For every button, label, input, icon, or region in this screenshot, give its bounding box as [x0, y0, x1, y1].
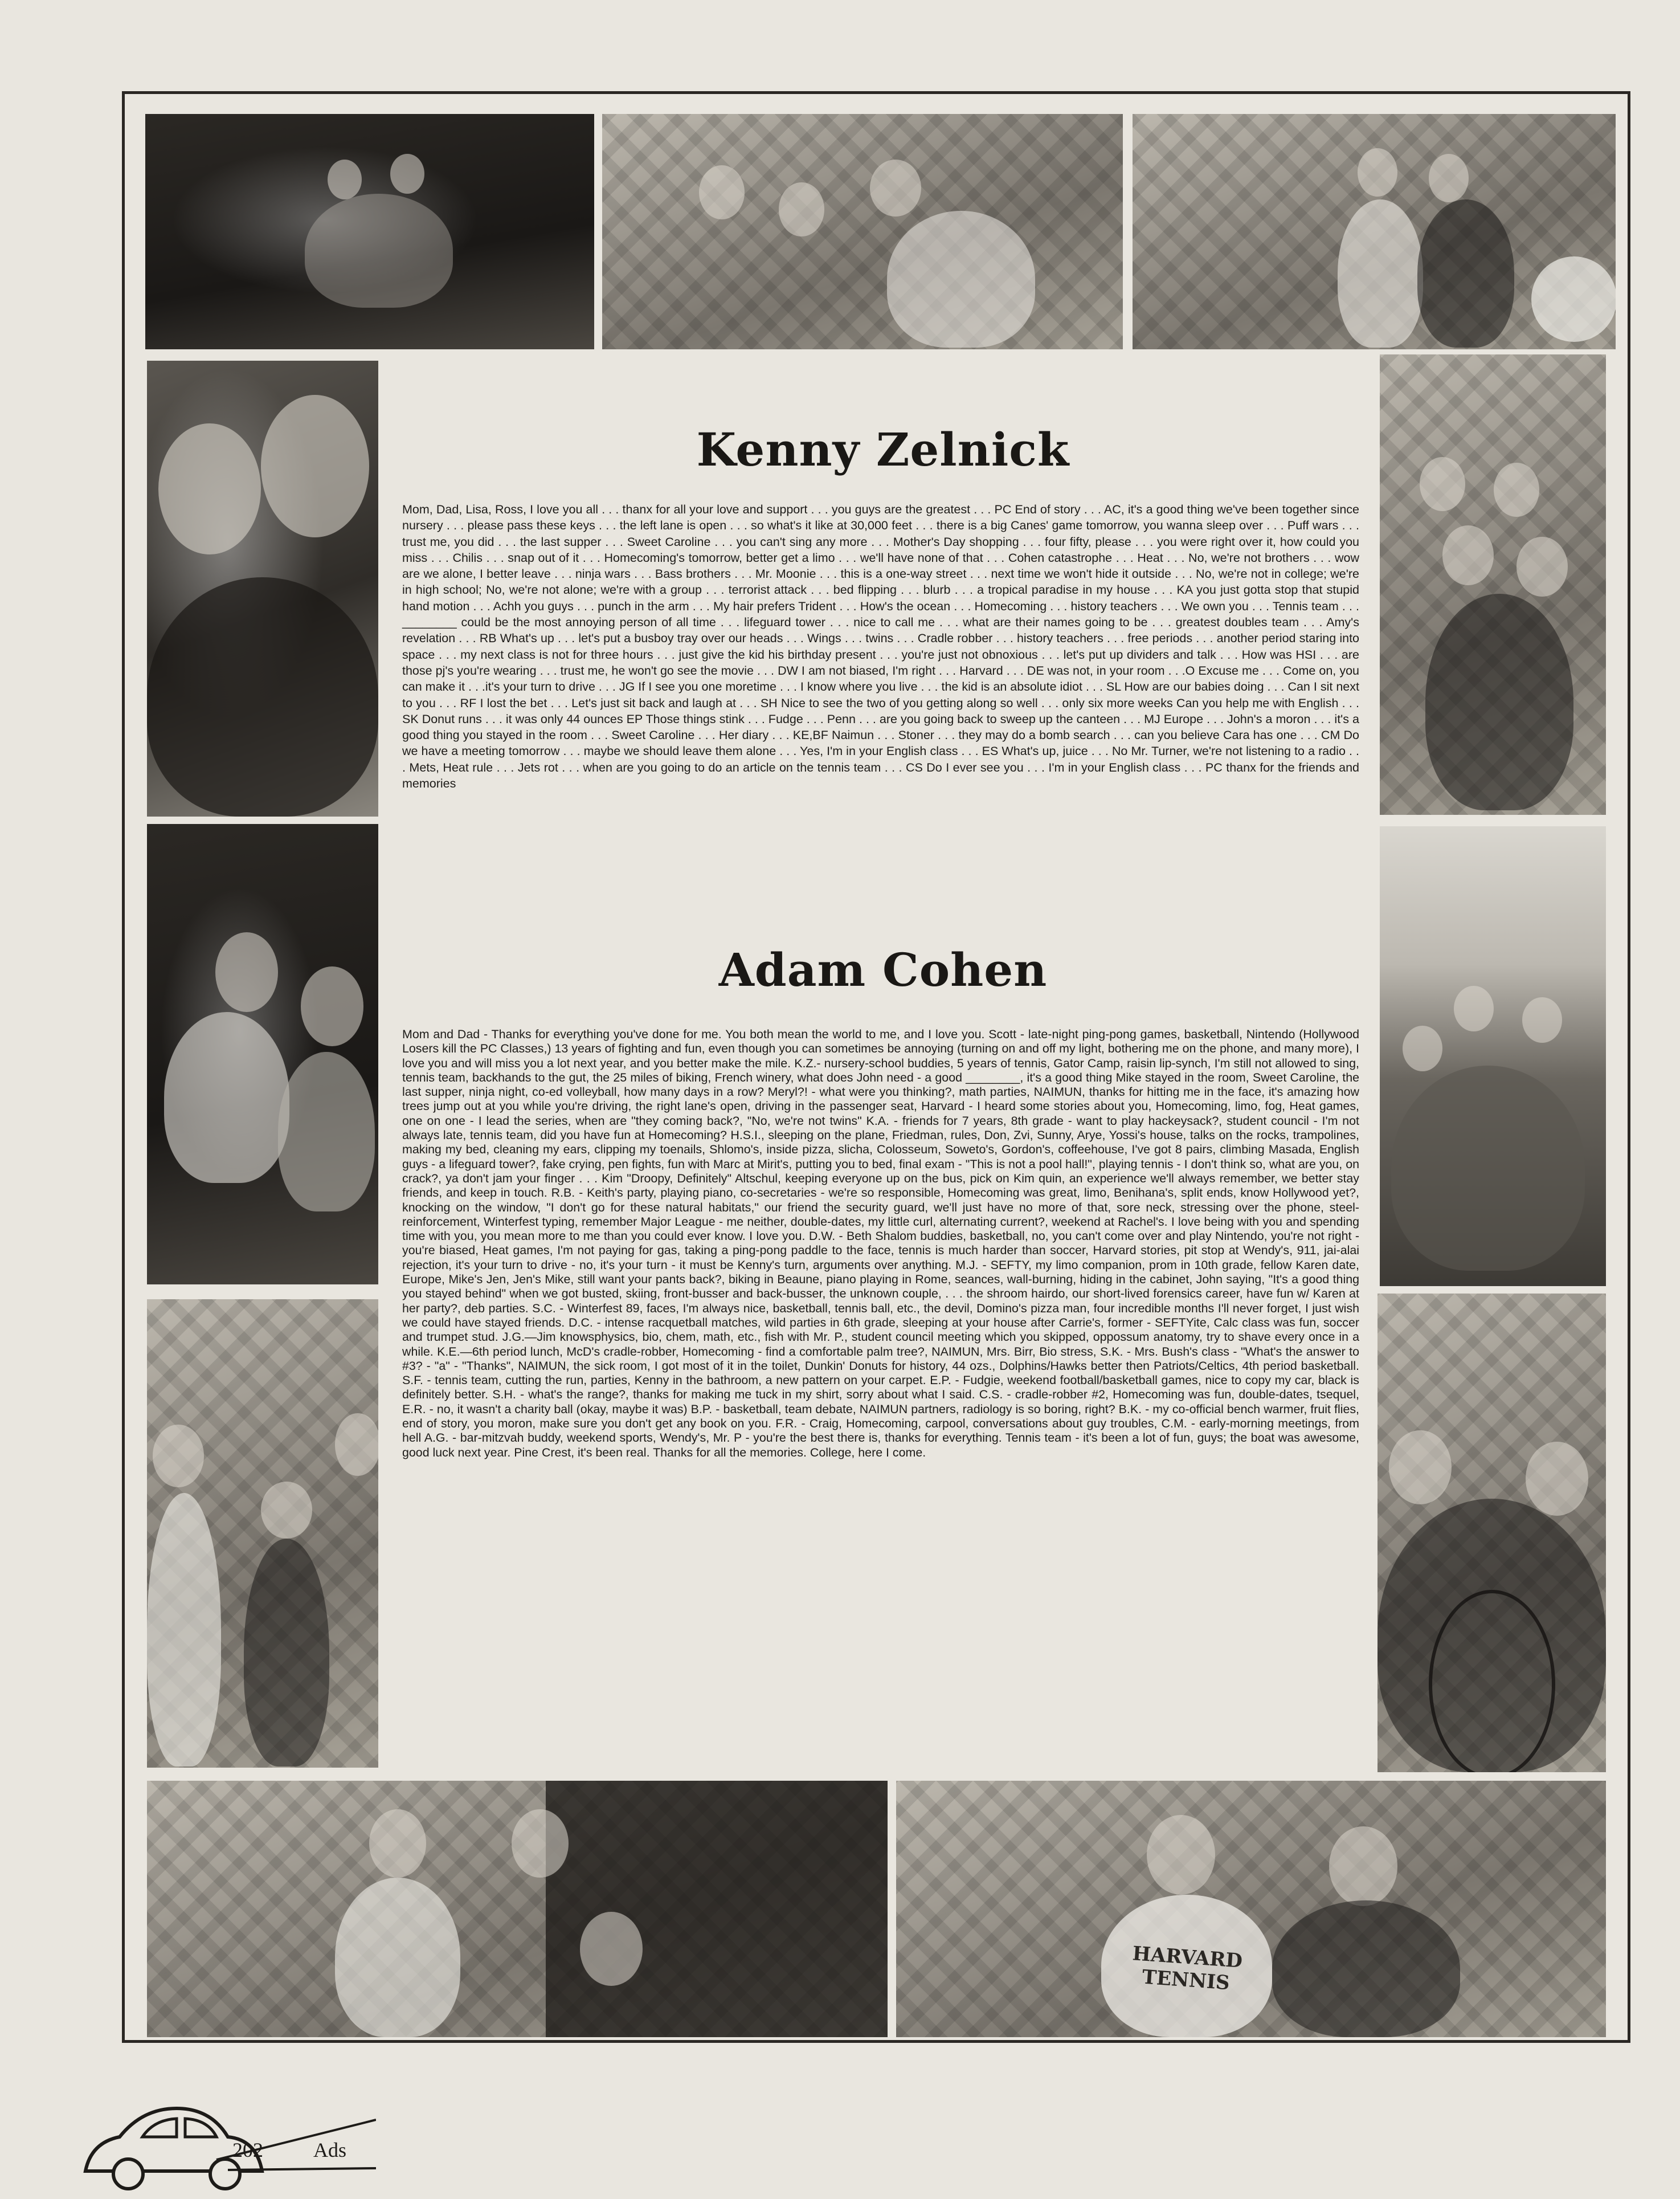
car-icon [80, 2074, 376, 2194]
photo-with-grandmother [147, 1299, 378, 1768]
page-number: 202 [232, 2139, 263, 2161]
section-label: Ads [313, 2139, 347, 2161]
section-title-adam: Adam Cohen [718, 943, 1048, 997]
photo-two-boys-tennis [1133, 114, 1616, 349]
photo-beach-group [1380, 826, 1606, 1286]
section-text-kenny: Mom, Dad, Lisa, Ross, I love you all . . . thanx for all your love and support . . . you guys are the greatest . . . PC End of story . . . AC, it's a good thing we've been together since nursery . . . please pass these keys . . . the left lane is open . . . so what's it like at 30,000 feet . . . there is a big Canes' game tomorrow, you wanna sleep over . . . Puff wars . . . trust me, you did . . . the last supper . . . Sweet Caroline . . . you can't sing any more . . . Mother's Day shopping . . . four fifty, please . . . you were right over it, how could you miss . . . Chilis . . . snap out of it . . . Homecoming's tomorrow, better get a limo . . . we'll have none of that . . . Cohen catastrophe . . . Heat . . . No, we're not brothers . . . wow are we alone, I better leave . . . ninja wars . . . Bass brothers . . . Mr. Moonie . . . this is a one-way street . . . next time we won't hide it outside . . . No, we're not in college; we're in high school; No, we're not alone; we're with a group . . . terrorist attack . . . bed flipping . . . blurb . . . a tropical paradise in my house . . . KA you just gotta stop that stupid hand motion . . . Achh you guys . . . punch in the arm . . . My hair prefers Trident . . . How's the ocean . . . Homecoming . . . history teachers . . . We own you . . . Tennis team . . . ________ could be the most annoying person of all time . . . lifeguard tower . . . nice to call me . . . what are their names going to be . . . greatest doubles team . . . Amy's revelation . . . RB What's up . . . let's put a busboy tray over our heads . . . Wings . . . twins . . . Cradle robber . . . history teachers . . . free periods . . . another period staring into space . . . my next class is not for three hours . . . just give the kid his birthday present . . . you're just not obnoxious . . . let's put up dividers and talk . . . How was HSI . . . are those pj's you're wearing . . . trust me, he won't go see the movie . . . DW I am not biased, I'm right . . . Harvard . . . DE was not, in your room . . .O Excuse me . . . Come on, you can make it . . .it's your turn to drive . . . JG If I see you one moretime . . . I know where you live . . . the kid is an absolute idiot . . . SL How are our babies doing . . . Can I sit next to you . . . RF I lost the bet . . . Let's just sit back and laugh at . . . SH Nice to see the two of you getting along so well . . . only six more weeks Can you help me with English . . . SK Donut runs . . . it was only 44 ounces EP Those things stink . . . Fudge . . . Penn . . . are you going back to sweep up the canteen . . . MJ Europe . . . John's a moron . . . it's a good thing you stayed in the room . . . Sweet Caroline . . . Her diary . . . KE,BF Naimun . . . Stoner . . . they may do a bomb search . . . can you believe Cara has one . . . CM Do we have a meeting tomorrow . . . maybe we should leave them alone . . . Yes, I'm in your English class . . . ES What's up, juice . . . No Mr. Turner, we're not listening to a radio . . . Mets, Heat rule . . . Jets rot . . . when are you going to do an article on the tennis team . . . CS Do I ever see you . . . I'm in your English class . . . PC thanx for the friends and memories [402, 503, 1359, 791]
photo-two-boys-suits [147, 361, 378, 817]
shirt-text: HARVARD TENNIS [1131, 1942, 1244, 1995]
section-text-adam: Mom and Dad - Thanks for everything you've done for me. You both mean the world to me, and I love you. Scott - late-night ping-pong games, basketball, Nintendo (Hollywood Losers kill the PC Classes,) 13 years of fighting and fun, even though you can sometimes be annoying (turning on and off my light, bothering me on the phone, and many more), I love you and will miss you a lot next year, and you better make the mile. K.Z.- nursery-school buddies, 5 years of tennis, Gator Camp, raisin lip-synch, I'm still not allowed to sing, tennis team, backhands to the gut, the 25 miles of biking, French winery, what does John need - a good ________, it's a good thing Mike stayed in the room, Sweet Caroline, the last supper, ninja night, co-ed volleyball, how many days in a row? Meryl?! - what were you thinking?, math parties, NAIMUN, thanks for hitting me in the face, it's amazing how trees jump out at you while you're driving, the right lane's open, driving in the passenger seat, Harvard - I heard some stories about you, Homecoming, limo, fog, Heat games, one on one - I lead the series, when are "they coming back?, "No, we're not twins" K.A. - friends for 7 years, 8th grade - want to play hackeysack?, student council - I'm not always late, tennis team, did you have fun at Homecoming? H.S.I., sleeping on the plane, Friedman, rules, Don, Zvi, Sunny, Arye, Yossi's house, talks on the rocks, trampolines, making my bed, cleaning my ears, clipping my toenails, Shlomo's, inside pizza, slicha, Colosseum, Soweto's, Gordon's, coffeehouse, I've got 8 pairs, climbing Masada, English guys - a lifeguard tower?, fake crying, pen fights, fun with Marc at Mirit's, putting you to bed, final exam - "This is not a pool hall!", playing tennis - I don't think so, what are you, on crack?, ya don't jam your finger . . . Kim "Droopy, Definitely" Altschul, keeping everyone up on the bus, pick on Kim quin, an experience we'll always remember, we better stay friends, and keep in touch. R.B. - Keith's party, playing piano, co-secretaries - we're so responsible, Homecoming was great, limo, Benihana's, split ends, know Hollywood yet?, knocking on the window, "I don't go for these natural habitats," our friend the security guard, we'll just have no more of that, sore neck, stressing over the phone, steel-reinforcement, Winterfest typing, remember Major League - me neither, double-dates, my little curl, alternating current?, weekend at Rachel's. I love being with you and spending time with you, you mean more to me than you could ever know. I love you. D.W. - Beth Shalom buddies, basketball, no, you can't come over and play Nintendo, you're not right - you're biased, Heat games, I'm not paying for gas, taking a ping-pong paddle to the face, tennis is much harder than soccer, Harvard stories, pit stop at Wendy's, 911, jai-alai rejection, it's your turn to drive - no, it's your turn - it must be Kenny's turn, arguments over anything. M.J. - SEFTY, my limo companion, prom in 10th grade, fellow Karen date, Europe, Mike's Jen, Jen's Mike, still want your pants back?, biking in Beaune, piano playing in Rome, seances, wall-burning, hiding in the cabinet, John saying, "It's a good thing you stayed behind" when we got busted, skiing, front-busser and back-busser, the unknown couple, . . . the shroom hairdo, our short-lived forensics career, have fun w/ Karen at her party?, deb parties. S.C. - Winterfest 89, faces, I'm always nice, basketball, tennis ball, etc., the devil, Domino's pizza man, four incredible months I'll never forget, I just wish we could have stayed friends. D.C. - intense racquetball matches, wild parties in 6th grade, sleeping at your house after Carrie's, former - SEFTYite, Calc class was fun, soccer and trumpet stud. J.G.—Jim knowsphysics, bio, chem, math, etc., fish with Mr. P., student council meeting which you skipped, oppossum anatomy, try to shave every once in a while. K.E.—6th period lunch, McD's cradle-robber, Homecoming - find a comfortable palm tree?, NAIMUN, Mrs. Birr, Bio stress, S.K. - Mrs. Bush's class - "What's the answer to #3? - "a" - "Thanks", NAIMUN, the sick room, I got most of it in the toilet, Dunkin' Donuts for history, 44 ozs., Dolphins/Hawks better then Patriots/Celtics, 4th period basketball. S.F. - tennis team, cutting the run, parties, Kenny in the bathroom, a new pattern on your carpet. E.P. - Fudgie, weekend football/basketball games, nice to copy my car, black is definitely better. S.H. - what's the range?, thanks for making me tuck in my shirt, sorry about what I said. C.S. - cradle-robber #2, Homecoming was fun, double-dates, tsequel, E.R. - no, it wasn't a charity ball (okay, maybe it was) B.P. - basketball, team debate, NAIMUN partners, radiology is so boring, right? B.K. - my co-official bench warmer, fruit flies, end of story, you moron, make sure you don't get any book on you. F.R. - Craig, Homecoming, carpool, conversations about guy troubles, C.M. - early-morning meetings, from hell A.G. - bar-mitzvah buddy, weekend sports, Wendy's, Mr. P - you're the best there is, thanks for everything. Tennis team - it's been a lot of fun, guys; the boat was awesome, good luck next year. Pine Crest, it's been real. Thanks for all the memories. College, here I come. [402, 1027, 1359, 1459]
section-title-kenny: Kenny Zelnick [696, 423, 1070, 476]
photo-boys-jerseys [147, 824, 378, 1284]
photo-bedroom-group [602, 114, 1123, 349]
photo-couples [1380, 354, 1606, 815]
photo-car-night [145, 114, 594, 349]
photo-classroom-teacher [147, 1781, 888, 2037]
photo-harvard-tennis [896, 1781, 1606, 2037]
photo-tennis-rackets [1377, 1294, 1606, 1772]
